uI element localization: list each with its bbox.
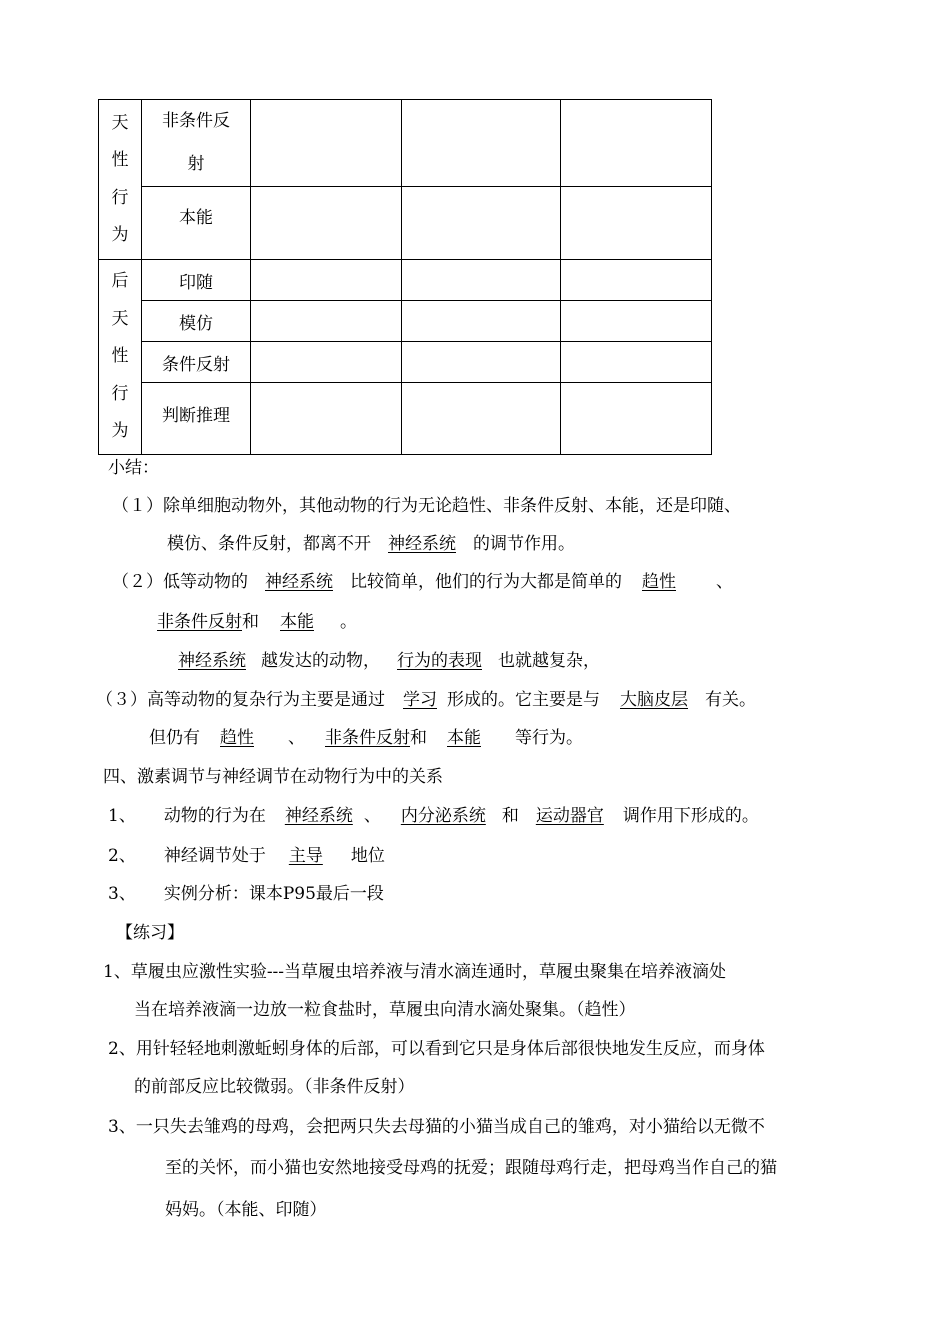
answer-blank: 神经系统 — [265, 572, 333, 592]
table-cell — [561, 301, 712, 342]
answer-blank: 学习 — [403, 690, 437, 710]
summary-p2-line1: （２）低等动物的 神经系统 比较简单，他们的行为大都是简单的 趋性 、 — [112, 572, 733, 592]
summary-p2-line3: 神经系统 越发达的动物， 行为的表现 也就越复杂， — [158, 650, 600, 672]
table-cell — [561, 383, 712, 455]
summary-p1-line1: （１）除单细胞动物外，其他动物的行为无论趋性、非条件反射、本能，还是印随、 — [112, 496, 741, 516]
answer-blank: 趋性 — [220, 728, 254, 748]
table-cell — [402, 187, 561, 260]
answer-blank: 内分泌系统 — [400, 806, 486, 826]
summary-p1-line2: 模仿、条件反射，都离不开 神经系统 的调节作用。 — [167, 534, 575, 554]
summary-title: 小结： — [108, 458, 159, 478]
answer-blank: 非条件反射 — [325, 728, 410, 748]
table-cell — [561, 100, 712, 187]
summary-p3-line2: 但仍有 趋性 、 非条件反射和 本能 等行为。 — [149, 728, 583, 748]
exercise-q2-line1: 2、用针轻轻地刺激蚯蚓身体的后部，可以看到它只是身体后部很快地发生反应，而身体 — [108, 1039, 765, 1059]
answer-blank: 神经系统 — [284, 806, 353, 826]
section4-item3: 3、 实例分析：课本P95最后一段 — [108, 884, 384, 904]
row-label-instinct: 本能 — [142, 187, 251, 260]
answer-blank: 本能 — [447, 728, 481, 748]
table-cell — [402, 100, 561, 187]
answer-blank: 大脑皮层 — [620, 690, 688, 710]
exercise-q1-line1: 1、草履虫应激性实验---当草履虫培养液与清水滴连通时，草履虫聚集在培养液滴处 — [103, 962, 727, 982]
answer-blank: 本能 — [280, 612, 314, 632]
innate-behavior-label: 天 性 行 为 — [99, 100, 142, 260]
row-label-imprinting: 印随 — [142, 260, 251, 301]
section4-item2: 2、 神经调节处于 主导 地位 — [108, 846, 385, 866]
answer-blank: 非条件反射 — [157, 612, 242, 632]
table-cell — [402, 383, 561, 455]
table-cell — [251, 260, 402, 301]
exercise-q2-line2: 的前部反应比较微弱。（非条件反射） — [134, 1077, 415, 1097]
answer-blank: 主导 — [288, 846, 323, 866]
row-label-imitation: 模仿 — [142, 301, 251, 342]
answer-blank: 神经系统 — [178, 651, 246, 671]
table-cell — [402, 301, 561, 342]
section4-item1: 1、 动物的行为在 神经系统 、 内分泌系统 和 运动器官 调作用下形成的。 — [108, 806, 759, 826]
row-label-reasoning: 判断推理 — [142, 383, 251, 455]
answer-blank: 运动器官 — [535, 806, 604, 826]
row-label-unconditioned-reflex: 非条件反 射 — [142, 100, 251, 187]
table-cell — [251, 342, 402, 383]
exercise-q3-line3: 妈妈。（本能、印随） — [165, 1200, 327, 1220]
exercise-q3-line2: 至的关怀，而小猫也安然地接受母鸡的抚爱；跟随母鸡行走，把母鸡当作自己的猫 — [165, 1158, 777, 1178]
table-cell — [251, 301, 402, 342]
exercise-heading: 【练习】 — [116, 923, 184, 943]
exercise-q1-line2: 当在培养液滴一边放一粒食盐时，草履虫向清水滴处聚集。（趋性） — [134, 1000, 636, 1020]
answer-blank: 神经系统 — [388, 534, 456, 554]
summary-p3-line1: （３）高等动物的复杂行为主要是通过 学习 形成的。它主要是与 大脑皮层 有关。 — [96, 690, 756, 710]
row-label-conditioned-reflex: 条件反射 — [142, 342, 251, 383]
table-cell — [251, 187, 402, 260]
behavior-table — [98, 99, 712, 455]
table-cell — [561, 187, 712, 260]
answer-blank: 行为的表现 — [397, 651, 482, 671]
summary-p2-line2: 非条件反射和 本能 。 — [137, 611, 357, 633]
answer-blank: 趋性 — [642, 572, 676, 592]
section4-heading: 四、激素调节与神经调节在动物行为中的关系 — [103, 767, 443, 787]
learned-behavior-label: 后 天 性 行 为 — [99, 260, 142, 455]
table-cell — [402, 342, 561, 383]
table-cell — [561, 260, 712, 301]
table-cell — [251, 100, 402, 187]
table-cell — [251, 383, 402, 455]
table-cell — [402, 260, 561, 301]
exercise-q3-line1: 3、一只失去雏鸡的母鸡，会把两只失去母猫的小猫当成自己的雏鸡，对小猫给以无微不 — [108, 1117, 765, 1137]
table-cell — [561, 342, 712, 383]
